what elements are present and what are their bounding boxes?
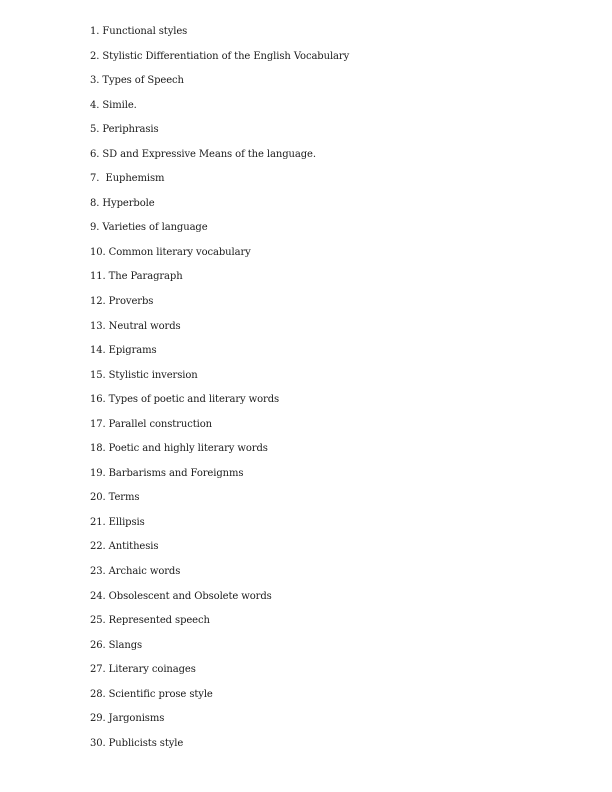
topic-item: 21. Ellipsis	[90, 516, 145, 528]
topic-item: 30. Publicists style	[90, 737, 184, 749]
topic-item: 9. Varieties of language	[90, 222, 208, 234]
topic-item: 12. Proverbs	[90, 296, 154, 308]
topic-item: 13. Neutral words	[90, 320, 181, 332]
topic-item: 16. Types of poetic and literary words	[90, 394, 280, 406]
topic-item: 6. SD and Expressive Means of the language.	[90, 148, 316, 160]
topic-item: 3. Types of Speech	[90, 75, 184, 87]
topic-item: 20. Terms	[90, 492, 140, 504]
topic-item: 26. Slangs	[90, 639, 143, 651]
topic-item: 17. Parallel construction	[90, 418, 212, 430]
topic-item: 7. Euphemism	[90, 173, 165, 185]
topic-item: 24. Obsolescent and Obsolete words	[90, 590, 272, 602]
topic-list	[90, 24, 349, 760]
topic-item: 2. Stylistic Differentiation of the English Vocabulary	[90, 50, 350, 62]
topic-item: 29. Jargonisms	[90, 713, 165, 725]
topic-item: 25. Represented speech	[90, 615, 210, 627]
topic-item: 15. Stylistic inversion	[90, 369, 198, 381]
topic-item: 11. The Paragraph	[90, 271, 183, 283]
topic-item: 28. Scientific prose style	[90, 688, 213, 700]
topic-item: 14. Epigrams	[90, 345, 157, 357]
topic-item: 10. Common literary vocabulary	[90, 246, 251, 258]
topic-item: 23. Archaic words	[90, 566, 181, 578]
topic-item: 18. Poetic and highly literary words	[90, 443, 268, 455]
topic-item: 4. Simile.	[90, 99, 137, 111]
topic-item: 19. Barbarisms and Foreignms	[90, 467, 244, 479]
topic-item: 8. Hyperbole	[90, 197, 155, 209]
topic-item: 5. Periphrasis	[90, 124, 159, 136]
topic-item: 1. Functional styles	[90, 26, 188, 37]
topic-item: 22. Antithesis	[90, 541, 159, 553]
topic-item: 27. Literary coinages	[90, 664, 196, 676]
